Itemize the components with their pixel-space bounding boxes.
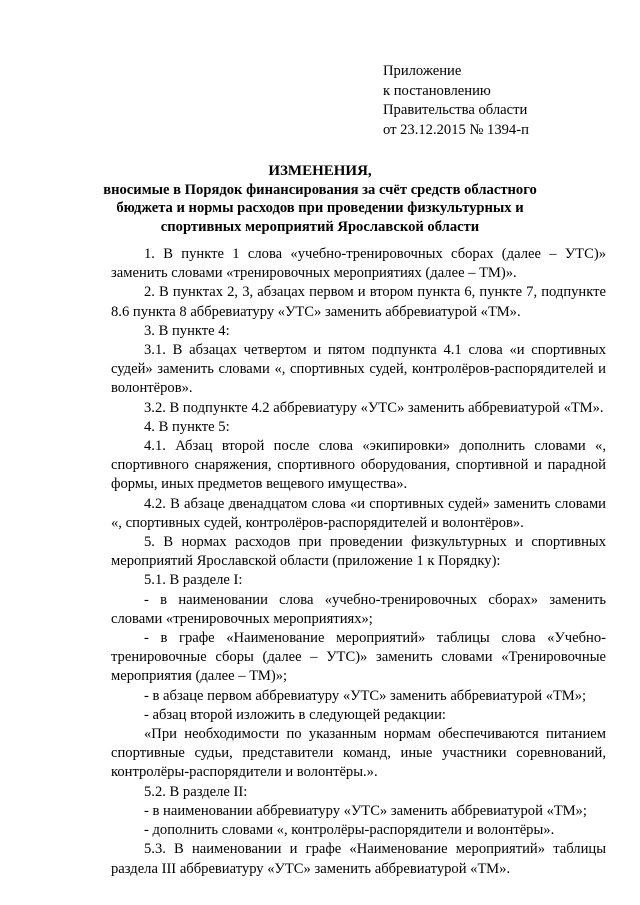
paragraph-item-4-1: 4.1. Абзац второй после слова «экипировки» дополнить словами «, спортивного снаряжения, спортивного оборудования, спортивной и парадной формы, иных предметов вещевого имущества». — [111, 438, 606, 493]
appendix-line: Правительства области — [383, 102, 528, 118]
heading-line: вносимые в Порядок финансирования за счёт средств областного — [103, 181, 537, 198]
paragraph-subitem: - дополнить словами «, контролёры-распорядители и волонтёры». — [144, 822, 555, 839]
paragraph-subitem: - в наименовании слова «учебно-тренировочных сборах» заменить словами «тренировочных мероприятиях»; — [111, 591, 606, 627]
paragraph-item-2: 2. В пунктах 2, 3, абзацах первом и втором пункта 6, пункте 7, подпункте 8.6 пункта 8 аббревиатуру «УТС» заменить аббревиатурой «ТМ». — [111, 284, 606, 320]
appendix-line: к постановлению — [383, 82, 491, 99]
appendix-block — [383, 62, 529, 140]
paragraph-item-1: 1. В пункте 1 слова «учебно-тренировочных сборах (далее – УТС)» заменить словами «тренировочных мероприятиях (далее – ТМ)». — [111, 246, 606, 282]
document-body — [111, 245, 606, 879]
paragraph-item-3-2: 3.2. В подпункте 4.2 аббревиатуру «УТС» заменить аббревиатурой «ТМ». — [144, 399, 604, 416]
document-heading — [100, 162, 540, 236]
paragraph-subitem: - в графе «Наименование мероприятий» таблицы слова «Учебно-тренировочные сборы (далее – УТС)» заменить словами «Тренировочные мероприятия (далее – ТМ)»; — [111, 630, 606, 685]
heading-line: бюджета и нормы расходов при проведении физкультурных и — [116, 200, 524, 216]
paragraph-subitem: - в наименовании аббревиатуру «УТС» заменить аббревиатурой «ТМ»; — [144, 802, 587, 819]
paragraph-quote: «При необходимости по указанным нормам обеспечиваются питанием спортивные судьи, представители команд, иные участники соревнований, контролёры-распорядители и волонтёры.». — [111, 726, 606, 781]
appendix-date-number: от 23.12.2015 № 1394-п — [383, 121, 529, 138]
paragraph-item-5-3: 5.3. В наименовании и графе «Наименование мероприятий» таблицы раздела III аббревиатуру «УТС» заменить аббревиатурой «ТМ». — [111, 841, 606, 877]
paragraph-item-3-1: 3.1. В абзацах четвертом и пятом подпункта 4.1 слова «и спортивных судей» заменить словами «, спортивных судей, контролёров-распорядителей и волонтёров». — [111, 342, 606, 397]
paragraph-item-5-1: 5.1. В разделе I: — [144, 572, 243, 589]
paragraph-item-4-2: 4.2. В абзаце двенадцатом слова «и спортивных судей» заменить словами «, спортивных судей, контролёров-распорядителей и волонтёров». — [111, 495, 606, 531]
paragraph-subitem: - в абзаце первом аббревиатуру «УТС» заменить аббревиатурой «ТМ»; — [144, 687, 587, 704]
appendix-line: Приложение — [383, 63, 462, 79]
paragraph-subitem: - абзац второй изложить в следующей редакции: — [144, 706, 446, 723]
heading-line: спортивных мероприятий Ярославской области — [160, 218, 480, 235]
heading-title: ИЗМЕНЕНИЯ, — [268, 163, 372, 179]
paragraph-item-3: 3. В пункте 4: — [144, 322, 230, 339]
paragraph-item-4: 4. В пункте 5: — [144, 418, 230, 435]
paragraph-item-5: 5. В нормах расходов при проведении физкультурных и спортивных мероприятий Ярославской области (приложение 1 к Порядку): — [111, 534, 606, 570]
paragraph-item-5-2: 5.2. В разделе II: — [144, 783, 248, 800]
